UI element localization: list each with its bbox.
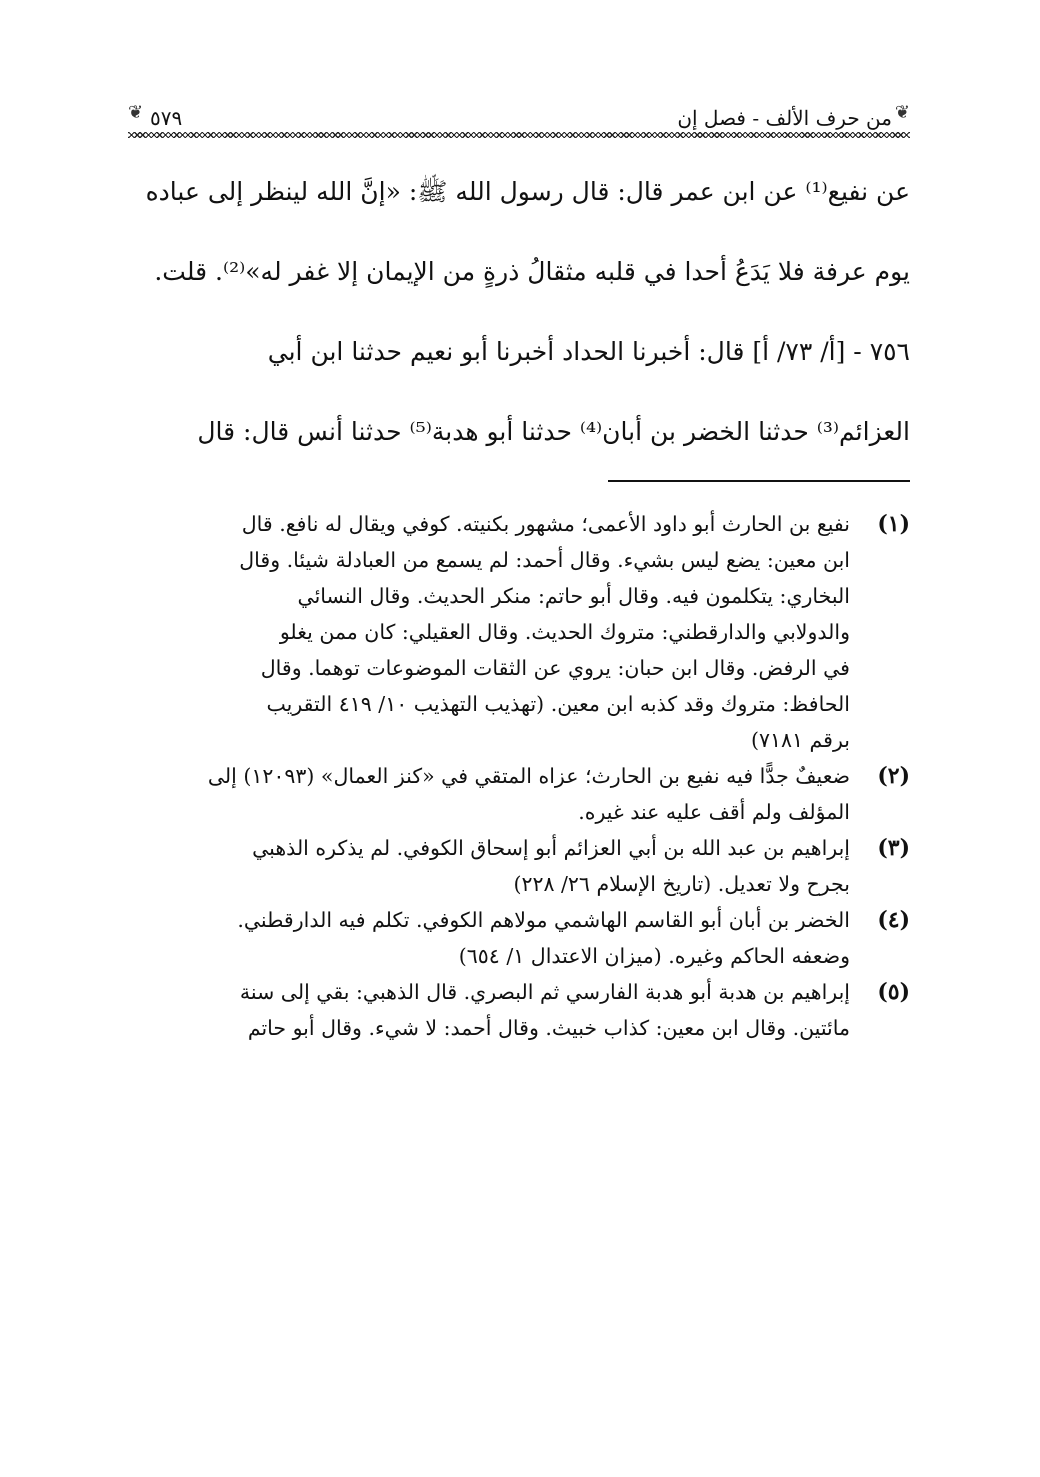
page-header — [128, 104, 910, 138]
footnote-line: في الرفض. وقال ابن حبان: يروي عن الثقات الموضوعات توهما. وقال — [260, 656, 850, 680]
footnote-1 — [128, 506, 910, 758]
footnote-line: والدولابي والدارقطني: متروك الحديث. وقال العقيلي: كان ممن يغلو — [279, 620, 850, 644]
footnote-line: ابن معين: يضع ليس بشيء. وقال أحمد: لم يسمع من العبادلة شيئا. وقال — [239, 548, 850, 572]
footnote-line: مائتين. وقال ابن معين: كذاب خبيث. وقال أحمد: لا شيء. وقال أبو حاتم — [247, 1016, 850, 1040]
footnote-line: المؤلف ولم أقف عليه عند غيره. — [578, 800, 850, 824]
page-number: ٥٧٩ — [150, 106, 183, 130]
footnote-line: الحافظ: متروك وقد كذبه ابن معين. (تهذيب التهذيب ١٠/ ٤١٩ التقريب — [266, 692, 850, 716]
header-title: من حرف الألف - فصل إن — [677, 106, 892, 130]
header-ornament-right-icon: ❦ — [894, 102, 910, 123]
footnote-line: إبراهيم بن عبد الله بن أبي العزائم أبو إسحاق الكوفي. لم يذكره الذهبي — [252, 836, 850, 860]
footnotes — [128, 506, 910, 1046]
footnote-line: البخاري: يتكلمون فيه. وقال أبو حاتم: منكر الحديث. وقال النسائي — [297, 584, 850, 608]
footnote-number: (٥) — [877, 979, 910, 1005]
footnote-line: وضعفه الحاكم وغيره. (ميزان الاعتدال ١/ ٦٥٤) — [458, 944, 850, 968]
footnote-line: نفيع بن الحارث أبو داود الأعمى؛ مشهور بكنيته. كوفي ويقال له نافع. قال — [241, 512, 850, 536]
main-line: عن نفيع⁽¹⁾ عن ابن عمر قال: قال رسول الله ﷺ: «إنَّ الله لينظر إلى عباده — [145, 177, 910, 206]
footnote-line: الخضر بن أبان أبو القاسم الهاشمي مولاهم الكوفي. تكلم فيه الدارقطني. — [237, 908, 850, 932]
header-ornament-left-icon: ❦ — [128, 102, 144, 123]
header-decorative-rule — [128, 132, 910, 138]
footnote-number: (٢) — [877, 763, 910, 789]
main-line: العزائم⁽³⁾ حدثنا الخضر بن أبان⁽⁴⁾ حدثنا أبو هدبة⁽⁵⁾ حدثنا أنس قال: قال — [197, 417, 910, 446]
footnote-2 — [128, 758, 910, 830]
footnote-line: ضعيفٌ جدًّا فيه نفيع بن الحارث؛ عزاه المتقي في «كنز العمال» (١٢٠٩٣) إلى — [207, 764, 850, 788]
main-line: ٧٥٦ - [أ/ ٧٣/ أ] قال: أخبرنا الحداد أخبرنا أبو نعيم حدثنا ابن أبي — [267, 337, 910, 366]
footnote-5 — [128, 974, 910, 1046]
footnote-4 — [128, 902, 910, 974]
main-line: يوم عرفة فلا يَدَعُ أحدا في قلبه مثقالُ ذرةٍ من الإيمان إلا غفر له»⁽²⁾. قلت. — [154, 257, 910, 286]
main-text — [128, 152, 910, 472]
footnote-line: بجرح ولا تعديل. (تاريخ الإسلام ٢٦/ ٢٢٨) — [513, 872, 850, 896]
footnote-number: (٤) — [877, 907, 910, 933]
footnote-line: إبراهيم بن هدبة أبو هدبة الفارسي ثم البصري. قال الذهبي: بقي إلى سنة — [239, 980, 850, 1004]
footnote-3 — [128, 830, 910, 902]
footnote-separator — [608, 480, 910, 482]
footnote-line: برقم ٧١٨١) — [750, 728, 850, 752]
footnote-number: (١) — [877, 511, 910, 537]
footnote-number: (٣) — [877, 835, 910, 861]
